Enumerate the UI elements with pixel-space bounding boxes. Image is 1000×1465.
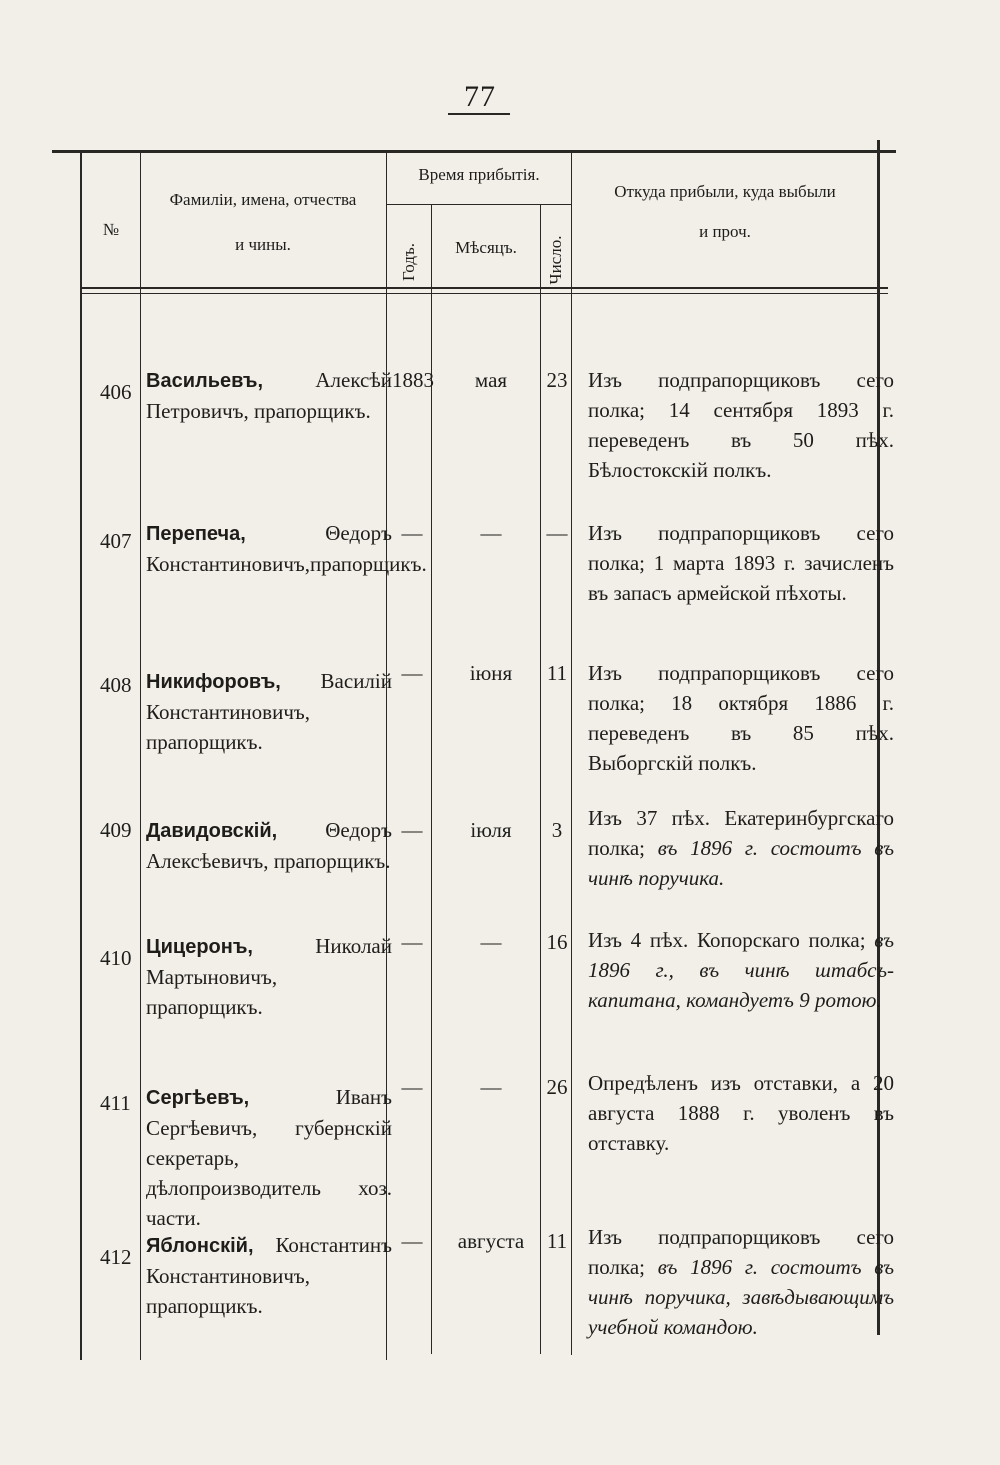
service-note	[588, 1222, 894, 1342]
officer-name	[146, 815, 392, 876]
arrival-year: —	[401, 521, 423, 545]
row-number: 407	[100, 529, 132, 553]
arrival-day: 23	[546, 368, 568, 392]
service-note	[588, 925, 894, 1015]
officer-name	[146, 365, 392, 426]
officer-name	[146, 1082, 392, 1233]
officer-name-rank: Николай Мартыновичъ, прапорщикъ.	[146, 934, 392, 1019]
row-number: 408	[100, 673, 132, 697]
arrival-subheader-rule	[386, 204, 572, 205]
service-note-text: Изъ подпрапорщиковъ сего полка; 18 октября 1886 г. переведенъ въ 85 пѣх. Выборгскій полкъ.	[588, 661, 894, 775]
officer-name-rank: Θедоръ Константиновичъ,прапорщикъ.	[146, 521, 427, 576]
arrival-day: 3	[551, 818, 563, 842]
arrival-month: мая	[474, 368, 508, 392]
row-number: 410	[100, 946, 132, 970]
column-divider-number	[140, 150, 141, 1360]
arrival-day: 11	[546, 661, 568, 685]
officer-name-rank: Алексѣй Петровичъ, прапорщикъ.	[146, 368, 392, 423]
arrival-month: —	[480, 521, 502, 545]
header-month: Мѣсяцъ.	[455, 238, 517, 257]
officer-surname: Перепеча,	[146, 523, 246, 545]
officer-name	[146, 666, 392, 757]
officer-surname: Яблонскій,	[146, 1235, 254, 1257]
service-note	[588, 658, 894, 778]
service-note-text: Изъ подпрапорщиковъ сего полка; 1 марта 1893 г. зачисленъ въ запасъ армейской пѣхоты.	[588, 521, 894, 605]
header-arrival: Время прибытія.	[418, 165, 540, 184]
arrival-year: —	[401, 818, 423, 842]
header-number: №	[102, 220, 120, 239]
row-number: 409	[100, 818, 132, 842]
officer-name-rank: Иванъ Сергѣевичъ, губернскій секретарь, дѣлопроизводитель хоз. части.	[146, 1085, 392, 1230]
officer-surname: Давидовскій,	[146, 820, 278, 842]
officer-name	[146, 931, 392, 1022]
header-day: Число.	[546, 235, 565, 285]
arrival-month: —	[480, 1075, 502, 1099]
row-number: 411	[100, 1091, 131, 1115]
officer-name-rank: Константинъ Константиновичъ, прапорщикъ.	[146, 1233, 392, 1318]
service-note-text: Опредѣленъ изъ отставки, а 20 августа 1888 г. уволенъ въ отставку.	[588, 1071, 894, 1155]
arrival-year: —	[401, 661, 423, 685]
service-note-italic: въ 1896 г. состоитъ въ чинѣ поручика, завѣдывающимъ учебной командою.	[588, 1255, 894, 1339]
table-left-border	[80, 150, 82, 1360]
header-bottom-rule-2	[82, 293, 888, 294]
service-note-italic: въ 1896 г., въ чинѣ штабсъ-капитана, командуетъ 9 ротою.	[588, 928, 894, 1012]
arrival-day: —	[546, 521, 568, 545]
service-note-text: Изъ 4 пѣх. Копорскаго полка;	[588, 928, 875, 952]
service-note	[588, 518, 894, 608]
service-note-text: Изъ 37 пѣх. Екатеринбургскаго полка;	[588, 806, 894, 860]
header-name-line2: и чины.	[235, 235, 291, 254]
arrival-year: —	[401, 1229, 423, 1253]
header-name-line1: Фамиліи, имена, отчества	[169, 190, 357, 209]
officer-name-rank: Василій Константиновичъ, прапорщикъ.	[146, 669, 392, 754]
service-note-text: Изъ подпрапорщиковъ сего полка; 14 сентября 1893 г. переведенъ въ 50 пѣх. Бѣлостокскій полкъ.	[588, 368, 894, 482]
service-note	[588, 1068, 894, 1158]
header-bottom-rule	[82, 287, 888, 289]
arrival-day: 16	[546, 930, 568, 954]
table-top-rule	[52, 150, 896, 153]
arrival-month: —	[480, 930, 502, 954]
arrival-month: іюня	[469, 661, 513, 685]
arrival-month: августа	[457, 1229, 525, 1253]
header-notes-line2: и проч.	[699, 222, 751, 241]
page-number: 77	[464, 80, 496, 113]
service-note-italic: въ 1896 г. состоитъ въ чинѣ поручика.	[588, 836, 894, 890]
officer-name	[146, 1230, 392, 1321]
arrival-day: 11	[546, 1229, 568, 1253]
arrival-year: —	[401, 1075, 423, 1099]
officer-surname: Никифоровъ,	[146, 671, 281, 693]
header-notes-line1: Откуда прибыли, куда выбыли	[614, 182, 836, 201]
page-number-underline	[448, 113, 510, 115]
column-divider-day	[571, 150, 572, 1355]
arrival-year: —	[401, 930, 423, 954]
officer-name	[146, 518, 427, 579]
header-year: Годъ.	[399, 242, 418, 282]
officer-name-rank: Θедоръ Алексѣевичъ, прапорщикъ.	[146, 818, 392, 873]
officer-surname: Сергѣевъ,	[146, 1087, 250, 1109]
service-note-text: Изъ подпрапорщиковъ сего полка;	[588, 1225, 894, 1279]
officer-surname: Васильевъ,	[146, 370, 264, 392]
service-note	[588, 803, 894, 893]
service-note	[588, 365, 894, 485]
row-number: 406	[100, 380, 132, 404]
arrival-year: 1883	[392, 368, 434, 392]
officer-surname: Цицеронъ,	[146, 936, 253, 958]
arrival-month: іюля	[470, 818, 512, 842]
arrival-day: 26	[546, 1075, 568, 1099]
row-number: 412	[100, 1245, 132, 1269]
